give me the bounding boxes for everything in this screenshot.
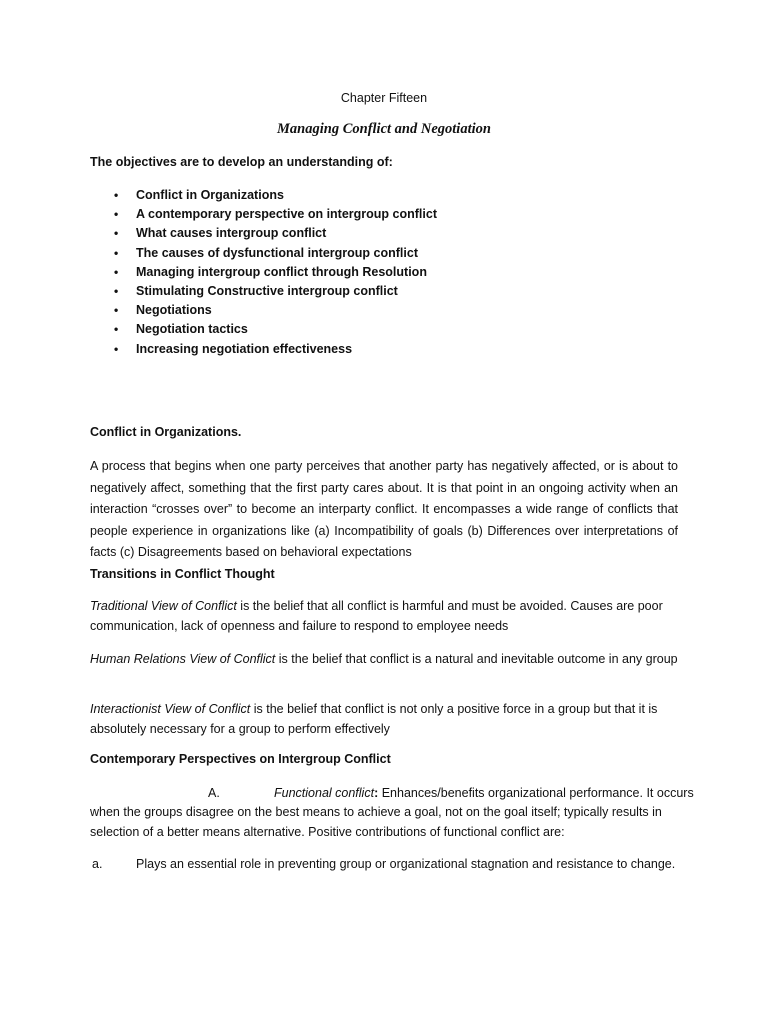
bullet-icon: • [114, 264, 119, 279]
bullet-icon: • [114, 303, 119, 318]
section-heading-contemporary: Contemporary Perspectives on Intergroup Conflict [90, 752, 391, 766]
chapter-label: Chapter Fifteen [340, 91, 428, 105]
bullet-icon: • [114, 207, 119, 222]
list-item: • Conflict in Organizations [90, 186, 437, 205]
list-item: • Negotiations [90, 301, 437, 320]
bullet-icon: • [114, 322, 119, 337]
chapter-title: Managing Conflict and Negotiation [277, 121, 491, 137]
objectives-intro: The objectives are to develop an understanding of: [90, 155, 393, 169]
section-heading-conflict: Conflict in Organizations. [90, 425, 242, 439]
conflict-definition: A process that begins when one party perceives that another party has negatively affected, or is about to negatively affect, something that the first party cares about. It is that point in an ongoing activity when an interaction “crosses over” to become an interparty conflict. It encompasses a wide range of conflicts that people experience in organizations like (a) Incompatibility of goals (b) Differences over interpretations of facts (c) Disagreements based on behavioral expectations [90, 459, 678, 559]
list-item: • Increasing negotiation effectiveness [90, 340, 437, 359]
list-item: • Managing intergroup conflict through Resolution [90, 263, 437, 282]
list-item: • Negotiation tactics [90, 320, 437, 339]
list-item: • What causes intergroup conflict [90, 224, 437, 243]
sub-item-a: Plays an essential role in preventing group or organizational stagnation and resistance to change. [136, 857, 676, 871]
bullet-icon: • [114, 188, 119, 202]
bullet-icon: • [114, 283, 119, 298]
human-relations-view: Human Relations View of Conflict is the belief that conflict is a natural and inevitable outcome in any group [90, 652, 678, 666]
list-item: • The causes of dysfunctional intergroup conflict [90, 244, 437, 263]
document-page: Chapter Fifteen Managing Conflict and Negotiation The objectives are to develop an understanding of: • Conflict in Organizations • A contemporary perspective on intergroup conflict • What causes intergroup conflict • The causes of dysfunctional intergroup conflict • Managing intergroup conflict through Resolution • Stimulating Constructive intergroup conflict • Negotiations • Negotiation tactics • Increasing negotiation effectiveness Conflict in Organizations. A process that begins when one party perceives that another party has negatively affected, or is about to negatively affect, something that the first party cares about. It is that point in an ongoing activity when an interaction “crosses over” to become an interparty conflict. It encompasses a wide range of conflicts that people experience in organizations like (a) Incompatibility of goals (b) Differences over interpretations of facts (c) Disagreements based on behavioral expectations Transitions in Conflict Thought Traditional View of Conflict is the belief that all conflict is harmful and must be avoided. Causes are poor communication, lack of openness and failure to respond to employee needs Human Relations View of Conflict is the belief that conflict is a natural and inevitable outcome in any group Interactionist View of Conflict is the belief that conflict is not only a positive force in a group but that it is absolutely necessary for a group to perform effectively Contemporary Perspectives on Intergroup Conflict A. Functional conflict: Enhances/benefits organizational performance. It occurs when the groups disagree on the best means to achieve a goal, not on the goal itself; typically results in selection of a better means alternative. Positive contributions of functional conflict are: a. Plays an essential role in preventing group or organizational stagnation and resistance to change. [0, 0, 768, 1024]
list-item: • Stimulating Constructive intergroup conflict [90, 282, 437, 301]
sub-item-a-letter: a. [92, 857, 103, 871]
list-item: • A contemporary perspective on intergroup conflict [90, 205, 437, 224]
section-heading-transitions: Transitions in Conflict Thought [90, 567, 275, 581]
functional-conflict-term: Functional conflict [274, 786, 375, 800]
interactionist-view: Interactionist View of Conflict is the belief that conflict is not only a positive force in a group but that it is absolutely necessary for a group to perform effectively [90, 702, 658, 736]
bullet-icon: • [114, 245, 119, 260]
bullet-icon: • [114, 226, 119, 241]
item-letter: A. [208, 786, 220, 800]
traditional-view: Traditional View of Conflict is the belief that all conflict is harmful and must be avoided. Causes are poor communication, lack of openness and failure to respond to employee needs [90, 599, 663, 633]
objectives-list [90, 186, 437, 359]
bullet-icon: • [114, 341, 119, 356]
functional-conflict-desc: when the groups disagree on the best means to achieve a goal, not on the goal itself; typically results in selection of a better means alternative. Positive contributions of functional conflict are: [90, 805, 662, 839]
